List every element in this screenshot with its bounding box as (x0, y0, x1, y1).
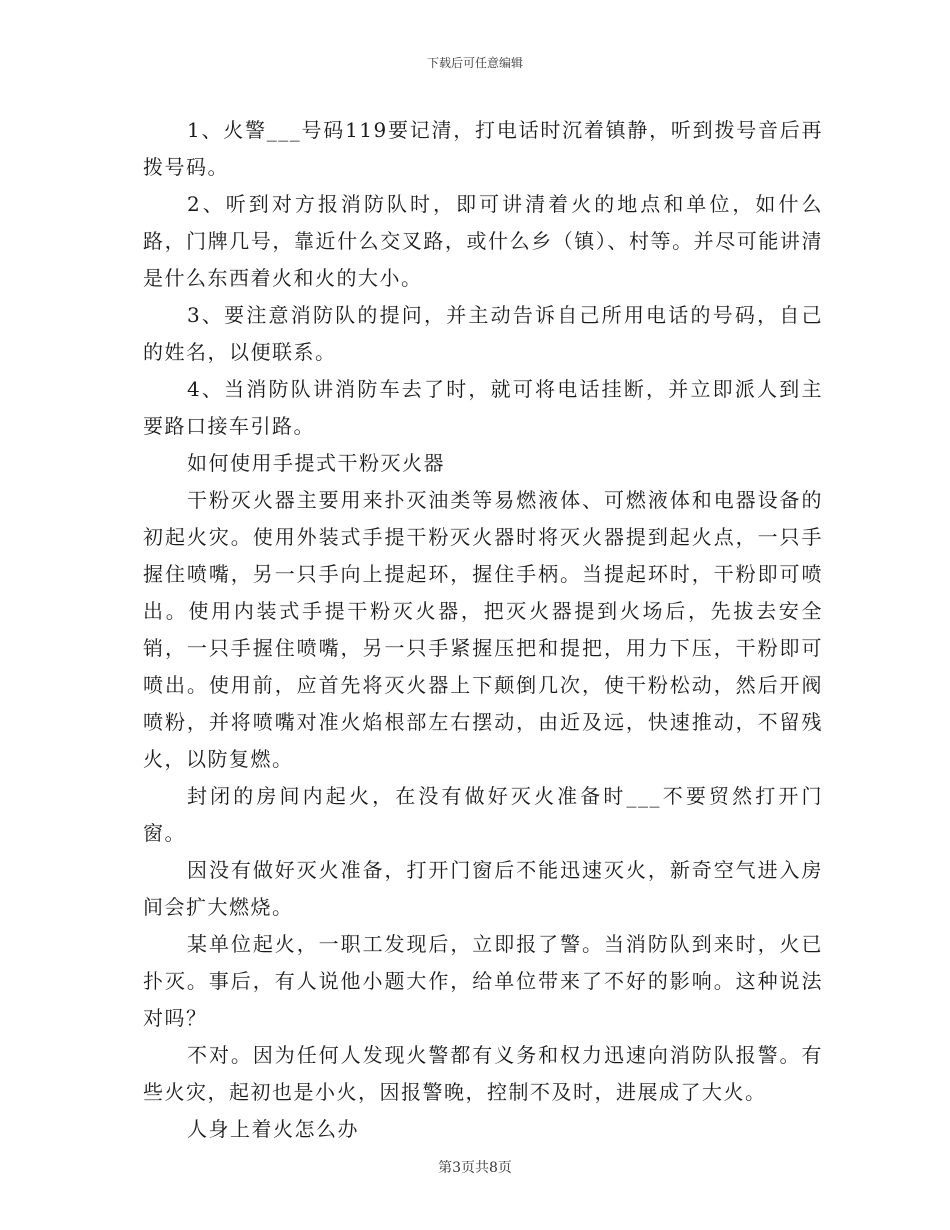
paragraph-extinguisher-usage: 干粉灭火器主要用来扑灭油类等易燃液体、可燃液体和电器设备的初起火灾。使用外装式手提干粉灭火器时将灭火器提到起火点，一只手握住喷嘴，另一只手向上提起环，握住手柄。当提起环时，干粉即可喷出。使用内装式手提干粉灭火器，把灭火器提到火场后，先拔去安全销，一只手握住喷嘴，另一只手紧握压把和提把，用力下压，干粉即可喷出。使用前，应首先将灭火器上下颠倒几次，使干粉松动，然后开阀喷粉，并将喷嘴对准火焰根部左右摆动，由近及远，快速推动，不留残火，以防复燃。 (143, 488, 823, 771)
paragraph-answer: 不对。因为任何人发现火警都有义务和权力迅速向消防队报警。有些火灾，起初也是小火，因报警晚，控制不及时，进展成了大火。 (143, 1043, 823, 1104)
document-body (143, 112, 823, 1148)
page-header: 下载后可任意编辑 (426, 56, 523, 70)
paragraph-reason: 因没有做好灭火准备，打开门窗后不能迅速灭火，新奇空气进入房间会扩大燃烧。 (143, 858, 823, 919)
page-number: 第3页共8页 (438, 1160, 512, 1176)
paragraph-closed-room: 封闭的房间内起火，在没有做好灭火准备时___不要贸然打开门窗。 (143, 784, 823, 845)
paragraph-4: 4、当消防队讲消防车去了时，就可将电话挂断，并立即派人到主要路口接车引路。 (143, 377, 823, 438)
paragraph-3: 3、要注意消防队的提问，并主动告诉自己所用电话的号码，自己的姓名，以便联系。 (143, 303, 823, 364)
section-heading: 如何使用手提式干粉灭火器 (187, 451, 445, 475)
paragraph-question: 某单位起火，一职工发现后，立即报了警。当消防队到来时，火已扑灭。事后，有人说他小题大作，给单位带来了不好的影响。这种说法对吗？ (143, 932, 823, 1030)
paragraph-2: 2、听到对方报消防队时，即可讲清着火的地点和单位，如什么路，门牌几号，靠近什么交叉路，或什么乡（镇）、村等。并尽可能讲清是什么东西着火和火的大小。 (143, 192, 823, 290)
paragraph-1: 1、火警___号码119要记清，打电话时沉着镇静，听到拨号音后再拨号码。 (143, 118, 823, 179)
paragraph-body-on-fire: 人身上着火怎么办 (187, 1117, 359, 1141)
